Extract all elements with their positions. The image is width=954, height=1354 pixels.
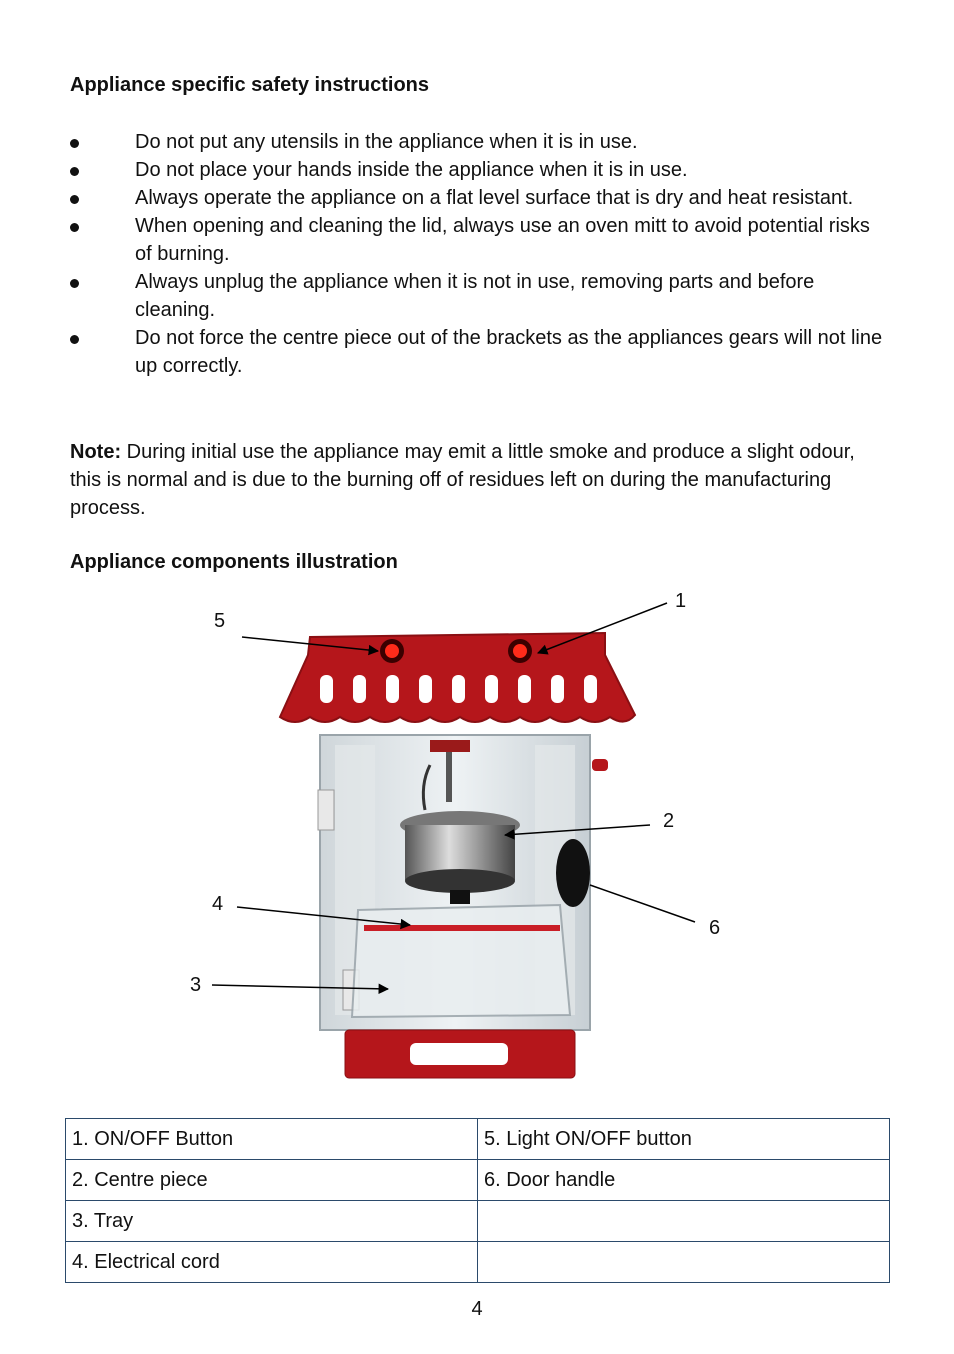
- note-text: During initial use the appliance may emit a little smoke and produce a slight odour, this is normal and is due to the burning off of residues left on during the manufacturing process.: [70, 441, 855, 519]
- list-item: [70, 156, 890, 184]
- components-heading: Appliance components illustration: [70, 551, 398, 573]
- bullet-icon: [70, 167, 79, 176]
- table-cell: 1. ON/OFF Button: [66, 1119, 478, 1160]
- list-item-text: When opening and cleaning the lid, always use an oven mitt to avoid potential risks of burning.: [135, 215, 870, 265]
- list-item: [70, 212, 890, 268]
- note-label: Note:: [70, 441, 122, 463]
- note-paragraph: [70, 438, 870, 522]
- list-item-text: Always operate the appliance on a flat level surface that is dry and heat resistant.: [135, 187, 854, 209]
- page-number: 4: [471, 1298, 483, 1320]
- bullet-icon: [70, 139, 79, 148]
- safety-heading: Appliance specific safety instructions: [70, 74, 429, 96]
- bullet-icon: [70, 279, 79, 288]
- safety-list: [70, 128, 890, 380]
- bullet-icon: [70, 223, 79, 232]
- list-item: [70, 268, 890, 324]
- table-row: [66, 1160, 890, 1201]
- list-item: [70, 184, 890, 212]
- callout-6: 6: [709, 917, 721, 939]
- popcorn-machine-illustration: [180, 585, 740, 1085]
- list-item: [70, 128, 890, 156]
- components-table: [65, 1118, 890, 1283]
- callout-4: 4: [212, 893, 224, 915]
- table-cell: 3. Tray: [66, 1201, 478, 1242]
- table-row: [66, 1242, 890, 1283]
- list-item-text: Always unplug the appliance when it is not in use, removing parts and before cleaning.: [135, 271, 815, 321]
- list-item: [70, 324, 890, 380]
- callout-2: 2: [663, 810, 675, 832]
- bullet-icon: [70, 195, 79, 204]
- table-cell: 2. Centre piece: [66, 1160, 478, 1201]
- table-row: [66, 1119, 890, 1160]
- table-cell: [478, 1242, 890, 1283]
- table-cell: 4. Electrical cord: [66, 1242, 478, 1283]
- table-cell: 6. Door handle: [478, 1160, 890, 1201]
- callout-5: 5: [214, 610, 226, 632]
- bullet-icon: [70, 335, 79, 344]
- callout-1: 1: [675, 590, 687, 612]
- list-item-text: Do not force the centre piece out of the brackets as the appliances gears will not line up correctly.: [135, 327, 883, 377]
- callout-3: 3: [190, 974, 202, 996]
- list-item-text: Do not place your hands inside the appliance when it is in use.: [135, 159, 688, 181]
- table-cell: 5. Light ON/OFF button: [478, 1119, 890, 1160]
- table-cell: [478, 1201, 890, 1242]
- list-item-text: Do not put any utensils in the appliance when it is in use.: [135, 131, 638, 153]
- door-handle: [556, 839, 590, 907]
- table-row: [66, 1201, 890, 1242]
